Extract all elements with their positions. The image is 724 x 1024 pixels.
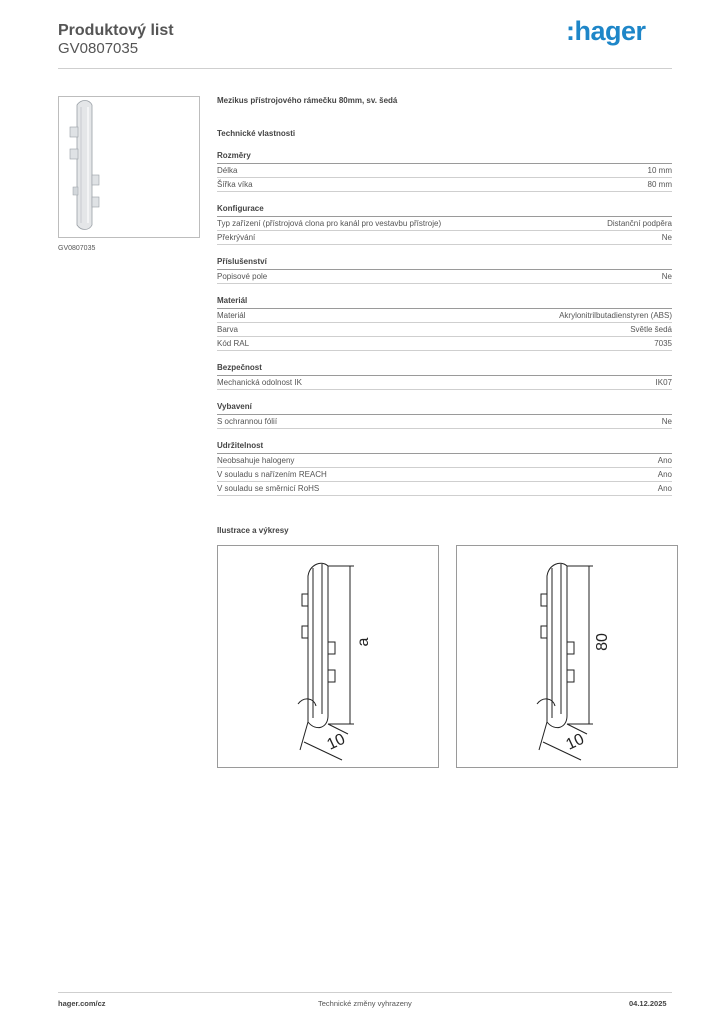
dimension-drawing-1 — [217, 545, 439, 768]
property-label: Kód RAL — [217, 339, 250, 348]
property-group — [217, 402, 672, 429]
property-group-title: Příslušenství — [217, 257, 672, 270]
property-group — [217, 296, 672, 351]
product-code: GV0807035 — [58, 40, 139, 57]
property-row — [217, 454, 672, 468]
product-image-caption: GV0807035 — [58, 245, 96, 252]
footer-date: 04.12.2025 — [629, 999, 667, 1008]
property-group — [217, 257, 672, 284]
property-value: Akrylonitrilbutadienstyren (ABS) — [559, 311, 672, 320]
property-value: Ano — [657, 484, 672, 493]
property-group-title: Rozměry — [217, 151, 672, 164]
property-value: IK07 — [655, 378, 672, 387]
property-label: Mechanická odolnost IK — [217, 378, 302, 387]
drawing-2-width-label: 10 — [563, 730, 587, 754]
property-group-title: Bezpečnost — [217, 363, 672, 376]
property-label: Typ zařízení (přístrojová clona pro kanál pro vestavbu přístroje) — [217, 219, 442, 228]
page-title: Produktový list — [58, 22, 174, 39]
illustrations-heading: Ilustrace a výkresy — [217, 526, 289, 535]
property-row — [217, 309, 672, 323]
property-row — [217, 164, 672, 178]
property-value: Světle šedá — [630, 325, 672, 334]
property-row — [217, 337, 672, 351]
property-value: Ne — [661, 233, 672, 242]
property-value: Ne — [661, 417, 672, 426]
property-value: 80 mm — [647, 180, 672, 189]
property-label: V souladu se směrnicí RoHS — [217, 484, 320, 493]
property-row — [217, 482, 672, 496]
property-row — [217, 376, 672, 390]
dimension-drawing-2 — [456, 545, 678, 768]
property-group-title: Konfigurace — [217, 204, 672, 217]
property-row — [217, 231, 672, 245]
property-label: S ochrannou fólií — [217, 417, 278, 426]
property-value: 10 mm — [647, 166, 672, 175]
product-name: Mezikus přístrojového rámečku 80mm, sv. šedá — [217, 96, 398, 105]
property-group — [217, 441, 672, 496]
property-group-title: Vybavení — [217, 402, 672, 415]
property-row — [217, 270, 672, 284]
property-value: 7035 — [654, 339, 672, 348]
property-row — [217, 323, 672, 337]
property-row — [217, 178, 672, 192]
drawing-2-height-label: 80 — [594, 633, 611, 651]
property-groups — [217, 151, 672, 496]
property-label: V souladu s nařízením REACH — [217, 470, 327, 479]
footer-website: hager.com/cz — [58, 999, 106, 1008]
property-value: Ano — [657, 456, 672, 465]
property-label: Popisové pole — [217, 272, 268, 281]
technical-data — [217, 96, 672, 496]
property-label: Překrývání — [217, 233, 256, 242]
property-group — [217, 204, 672, 245]
property-group-title: Udržitelnost — [217, 441, 672, 454]
header-divider — [58, 68, 672, 69]
technical-properties-heading: Technické vlastnosti — [217, 129, 296, 138]
footer-divider — [58, 992, 672, 993]
footer-notice: Technické změny vyhrazeny — [318, 999, 412, 1008]
property-label: Barva — [217, 325, 238, 334]
hager-logo: :hager — [566, 16, 646, 46]
property-row — [217, 468, 672, 482]
product-photo-graphic — [59, 97, 199, 237]
property-label: Délka — [217, 166, 238, 175]
property-label: Neobsahuje halogeny — [217, 456, 295, 465]
drawing-1-width-label: 10 — [324, 730, 348, 754]
drawing-2-graphic — [457, 546, 677, 767]
property-label: Materiál — [217, 311, 246, 320]
property-value: Distanční podpěra — [607, 219, 672, 228]
drawing-1-graphic — [218, 546, 438, 767]
property-row — [217, 217, 672, 231]
property-value: Ne — [661, 272, 672, 281]
property-group — [217, 363, 672, 390]
property-row — [217, 415, 672, 429]
product-photo — [58, 96, 200, 238]
property-label: Šířka víka — [217, 180, 253, 189]
drawing-1-height-label: a — [355, 637, 372, 647]
property-group-title: Materiál — [217, 296, 672, 309]
property-value: Ano — [657, 470, 672, 479]
property-group — [217, 151, 672, 192]
